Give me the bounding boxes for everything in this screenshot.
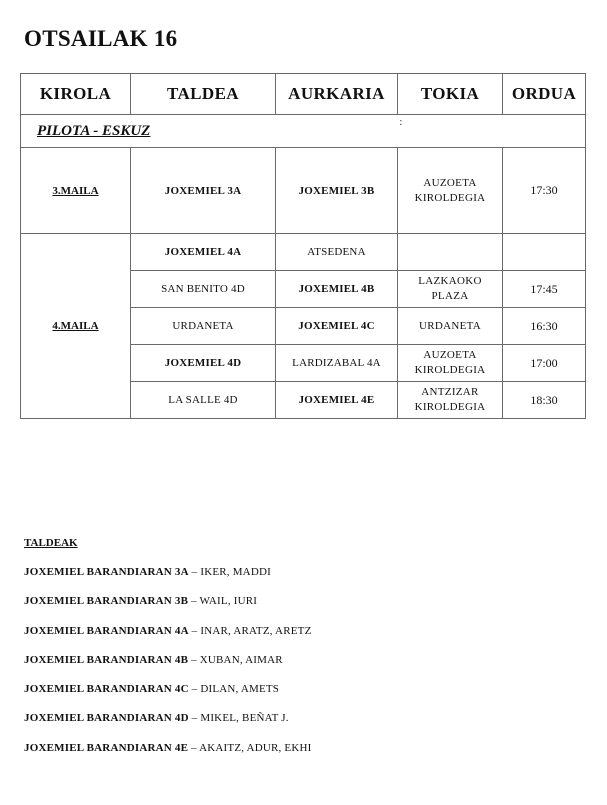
team-players: – MIKEL, BEÑAT J. xyxy=(188,712,289,725)
place-cell: AUZOETA KIROLDEGIA xyxy=(398,345,503,382)
time-cell: 18:30 xyxy=(503,382,586,419)
team-name: JOXEMIEL BARANDIARAN 4A xyxy=(24,624,189,637)
team-players: – WAIL, IURI xyxy=(188,595,258,608)
place-cell: URDANETA xyxy=(398,308,503,345)
team-players: – INAR, ARATZ, ARETZ xyxy=(188,624,312,637)
team-players: – XUBAN, AIMAR xyxy=(188,653,283,666)
team-cell: JOXEMIEL 3A xyxy=(131,148,276,234)
team-players: – AKAITZ, ADUR, EKHI xyxy=(188,741,312,754)
time-cell: 16:30 xyxy=(503,308,586,345)
team-cell: URDANETA xyxy=(131,308,276,345)
team-name: JOXEMIEL BARANDIARAN 4D xyxy=(24,712,189,725)
sport-name: PILOTA - ESKUZ xyxy=(21,115,398,148)
time-cell: 17:45 xyxy=(503,271,586,308)
header-taldea: TALDEA xyxy=(131,74,276,115)
place-cell: LAZKAOKO PLAZA xyxy=(398,271,503,308)
team-cell: JOXEMIEL 4A xyxy=(131,234,276,271)
opponent-cell: JOXEMIEL 4E xyxy=(276,382,398,419)
stray-mark: : xyxy=(399,117,403,128)
list-item xyxy=(24,654,312,683)
opponent-cell: JOXEMIEL 4B xyxy=(276,271,398,308)
sport-row xyxy=(21,115,586,148)
header-ordua: ORDUA xyxy=(503,74,586,115)
place-cell: AUZOETA KIROLDEGIA xyxy=(398,148,503,234)
teams-section xyxy=(24,537,312,771)
table-row xyxy=(21,234,586,271)
level-label: 4.MAILA xyxy=(21,234,131,419)
team-name: JOXEMIEL BARANDIARAN 4C xyxy=(24,683,189,696)
opponent-cell: LARDIZABAL 4A xyxy=(276,345,398,382)
list-item xyxy=(24,566,312,595)
team-name: JOXEMIEL BARANDIARAN 4B xyxy=(24,653,189,666)
time-cell: 17:00 xyxy=(503,345,586,382)
time-cell xyxy=(503,234,586,271)
sport-row-blank xyxy=(398,115,586,148)
list-item xyxy=(24,625,312,654)
place-cell xyxy=(398,234,503,271)
schedule-table xyxy=(20,73,586,419)
opponent-cell: JOXEMIEL 4C xyxy=(276,308,398,345)
list-item xyxy=(24,595,312,624)
teams-heading: TALDEAK xyxy=(24,537,78,549)
team-cell: SAN BENITO 4D xyxy=(131,271,276,308)
list-item xyxy=(24,683,312,712)
table-row xyxy=(21,148,586,234)
time-cell: 17:30 xyxy=(503,148,586,234)
list-item xyxy=(24,712,312,741)
header-row xyxy=(21,74,586,115)
list-item xyxy=(24,742,312,771)
team-players: – IKER, MADDI xyxy=(188,566,271,578)
opponent-cell: ATSEDENA xyxy=(276,234,398,271)
header-aurkaria: AURKARIA xyxy=(276,74,398,115)
team-name: JOXEMIEL BARANDIARAN 3B xyxy=(24,595,189,608)
header-kirola: KIROLA xyxy=(21,74,131,115)
team-cell: LA SALLE 4D xyxy=(131,382,276,419)
team-cell: JOXEMIEL 4D xyxy=(131,345,276,382)
place-cell: ANTZIZAR KIROLDEGIA xyxy=(398,382,503,419)
page-title: OTSAILAK 16 xyxy=(24,26,178,51)
team-name: JOXEMIEL BARANDIARAN 3A xyxy=(24,566,189,578)
opponent-cell: JOXEMIEL 3B xyxy=(276,148,398,234)
header-tokia: TOKIA xyxy=(398,74,503,115)
team-players: – DILAN, AMETS xyxy=(188,683,280,696)
level-label: 3.MAILA xyxy=(21,148,131,234)
team-name: JOXEMIEL BARANDIARAN 4E xyxy=(24,741,189,754)
